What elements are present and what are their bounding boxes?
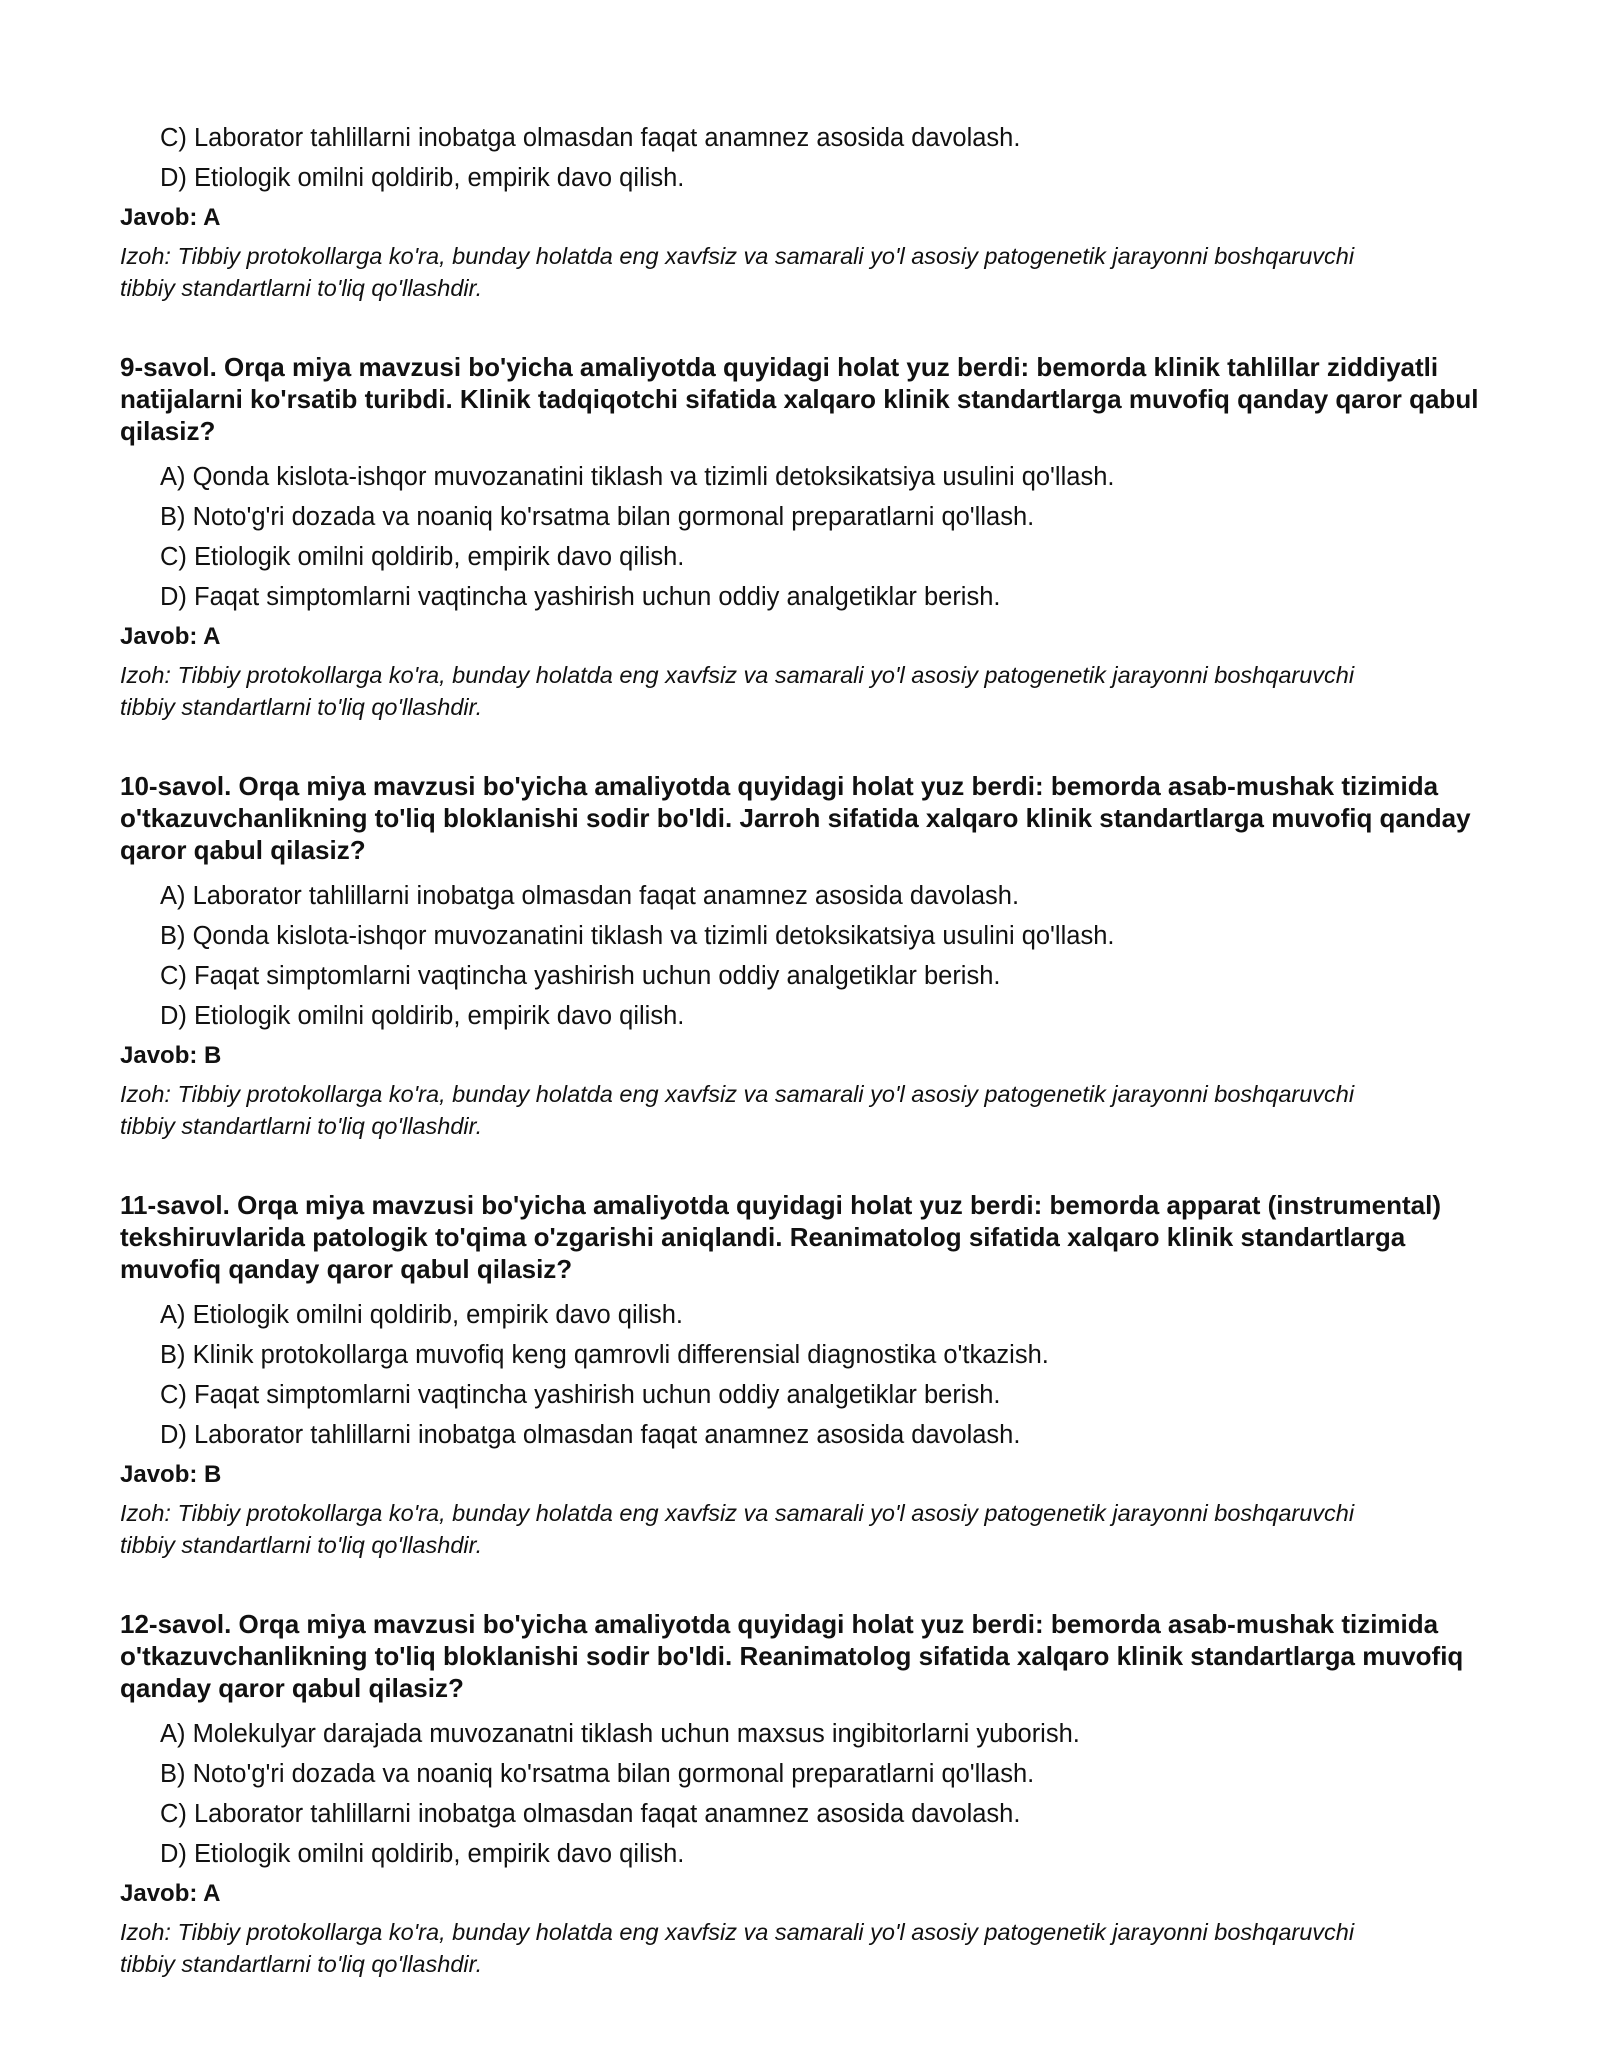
question-11 (120, 1189, 1490, 1561)
option-b: B) Klinik protokollarga muvofiq keng qamrovli differensial diagnostika o'tkazish. (160, 1341, 1049, 1369)
explanation-note: Izoh: Tibbiy protokollarga ko'ra, bunday holatda eng xavfsiz va samarali yo'l asosiy patogenetik jarayonni boshqaruvchi tibbiy standartlarni to'liq qo'llashdir. (120, 1500, 1355, 1558)
option-list (120, 876, 1490, 1036)
explanation-note: Izoh: Tibbiy protokollarga ko'ra, bunday holatda eng xavfsiz va samarali yo'l asosiy patogenetik jarayonni boshqaruvchi tibbiy standartlarni to'liq qo'llashdir. (120, 1919, 1355, 1977)
explanation-note: Izoh: Tibbiy protokollarga ko'ra, bunday holatda eng xavfsiz va samarali yo'l asosiy patogenetik jarayonni boshqaruvchi tibbiy standartlarni to'liq qo'llashdir. (120, 662, 1355, 720)
question-9 (120, 351, 1490, 723)
option-d: D) Etiologik omilni qoldirib, empirik davo qilish. (160, 1840, 685, 1868)
option-b: B) Qonda kislota-ishqor muvozanatini tiklash va tizimli detoksikatsiya usulini qo'llash. (160, 922, 1115, 950)
option-c: C) Faqat simptomlarni vaqtincha yashirish uchun oddiy analgetiklar berish. (160, 962, 1001, 990)
answer: Javob: A (120, 623, 221, 650)
question-12 (120, 1608, 1490, 1980)
answer: Javob: B (120, 1461, 222, 1488)
option-b: B) Noto'g'ri dozada va noaniq ko'rsatma bilan gormonal preparatlarni qo'llash. (160, 503, 1035, 531)
option-d: D) Laborator tahlillarni inobatga olmasdan faqat anamnez asosida davolash. (160, 1421, 1021, 1449)
question-text: 12-savol. Orqa miya mavzusi bo'yicha amaliyotda quyidagi holat yuz berdi: bemorda asab-mushak tizimida o'tkazuvchanlikning to'liq bloklanishi sodir bo'ldi. Reanimatolog sifatida xalqaro klinik standartlarga muvofiq qanday qaror qabul qilasiz? (120, 1609, 1464, 1703)
option-c: C) Laborator tahlillarni inobatga olmasdan faqat anamnez asosida davolash. (160, 124, 1021, 152)
explanation-note: Izoh: Tibbiy protokollarga ko'ra, bunday holatda eng xavfsiz va samarali yo'l asosiy patogenetik jarayonni boshqaruvchi tibbiy standartlarni to'liq qo'llashdir. (120, 243, 1355, 301)
option-a: A) Molekulyar darajada muvozanatni tiklash uchun maxsus ingibitorlarni yuborish. (160, 1720, 1080, 1748)
previous-question-tail (120, 118, 1490, 304)
option-a: A) Laborator tahlillarni inobatga olmasdan faqat anamnez asosida davolash. (160, 882, 1020, 910)
option-c: C) Faqat simptomlarni vaqtincha yashirish uchun oddiy analgetiklar berish. (160, 1381, 1001, 1409)
answer: Javob: A (120, 204, 221, 231)
question-text: 10-savol. Orqa miya mavzusi bo'yicha amaliyotda quyidagi holat yuz berdi: bemorda asab-mushak tizimida o'tkazuvchanlikning to'liq bloklanishi sodir bo'ldi. Jarroh sifatida xalqaro klinik standartlarga muvofiq qanday qaror qabul qilasiz? (120, 771, 1471, 865)
question-10 (120, 770, 1490, 1142)
option-list (120, 1714, 1490, 1874)
option-d: D) Faqat simptomlarni vaqtincha yashirish uchun oddiy analgetiklar berish. (160, 583, 1001, 611)
option-list (120, 457, 1490, 617)
question-text: 9-savol. Orqa miya mavzusi bo'yicha amaliyotda quyidagi holat yuz berdi: bemorda klinik tahlillar ziddiyatli natijalarni ko'rsatib turibdi. Klinik tadqiqotchi sifatida xalqaro klinik standartlarga muvofiq qanday qaror qabul qilasiz? (120, 352, 1479, 446)
option-d: D) Etiologik omilni qoldirib, empirik davo qilish. (160, 1002, 685, 1030)
option-c: C) Etiologik omilni qoldirib, empirik davo qilish. (160, 543, 685, 571)
document-page (120, 118, 1490, 1980)
explanation-note: Izoh: Tibbiy protokollarga ko'ra, bunday holatda eng xavfsiz va samarali yo'l asosiy patogenetik jarayonni boshqaruvchi tibbiy standartlarni to'liq qo'llashdir. (120, 1081, 1355, 1139)
answer: Javob: B (120, 1042, 222, 1069)
option-d: D) Etiologik omilni qoldirib, empirik davo qilish. (160, 164, 685, 192)
option-a: A) Etiologik omilni qoldirib, empirik davo qilish. (160, 1301, 683, 1329)
option-list (120, 1295, 1490, 1455)
question-text: 11-savol. Orqa miya mavzusi bo'yicha amaliyotda quyidagi holat yuz berdi: bemorda apparat (instrumental) tekshiruvlarida patologik to'qima o'zgarishi aniqlandi. Reanimatolog sifatida xalqaro klinik standartlarga muvofiq qanday qaror qabul qilasiz? (120, 1190, 1441, 1284)
option-a: A) Qonda kislota-ishqor muvozanatini tiklash va tizimli detoksikatsiya usulini qo'llash. (160, 463, 1115, 491)
option-list (120, 118, 1490, 198)
answer: Javob: A (120, 1880, 221, 1907)
option-b: B) Noto'g'ri dozada va noaniq ko'rsatma bilan gormonal preparatlarni qo'llash. (160, 1760, 1035, 1788)
option-c: C) Laborator tahlillarni inobatga olmasdan faqat anamnez asosida davolash. (160, 1800, 1021, 1828)
